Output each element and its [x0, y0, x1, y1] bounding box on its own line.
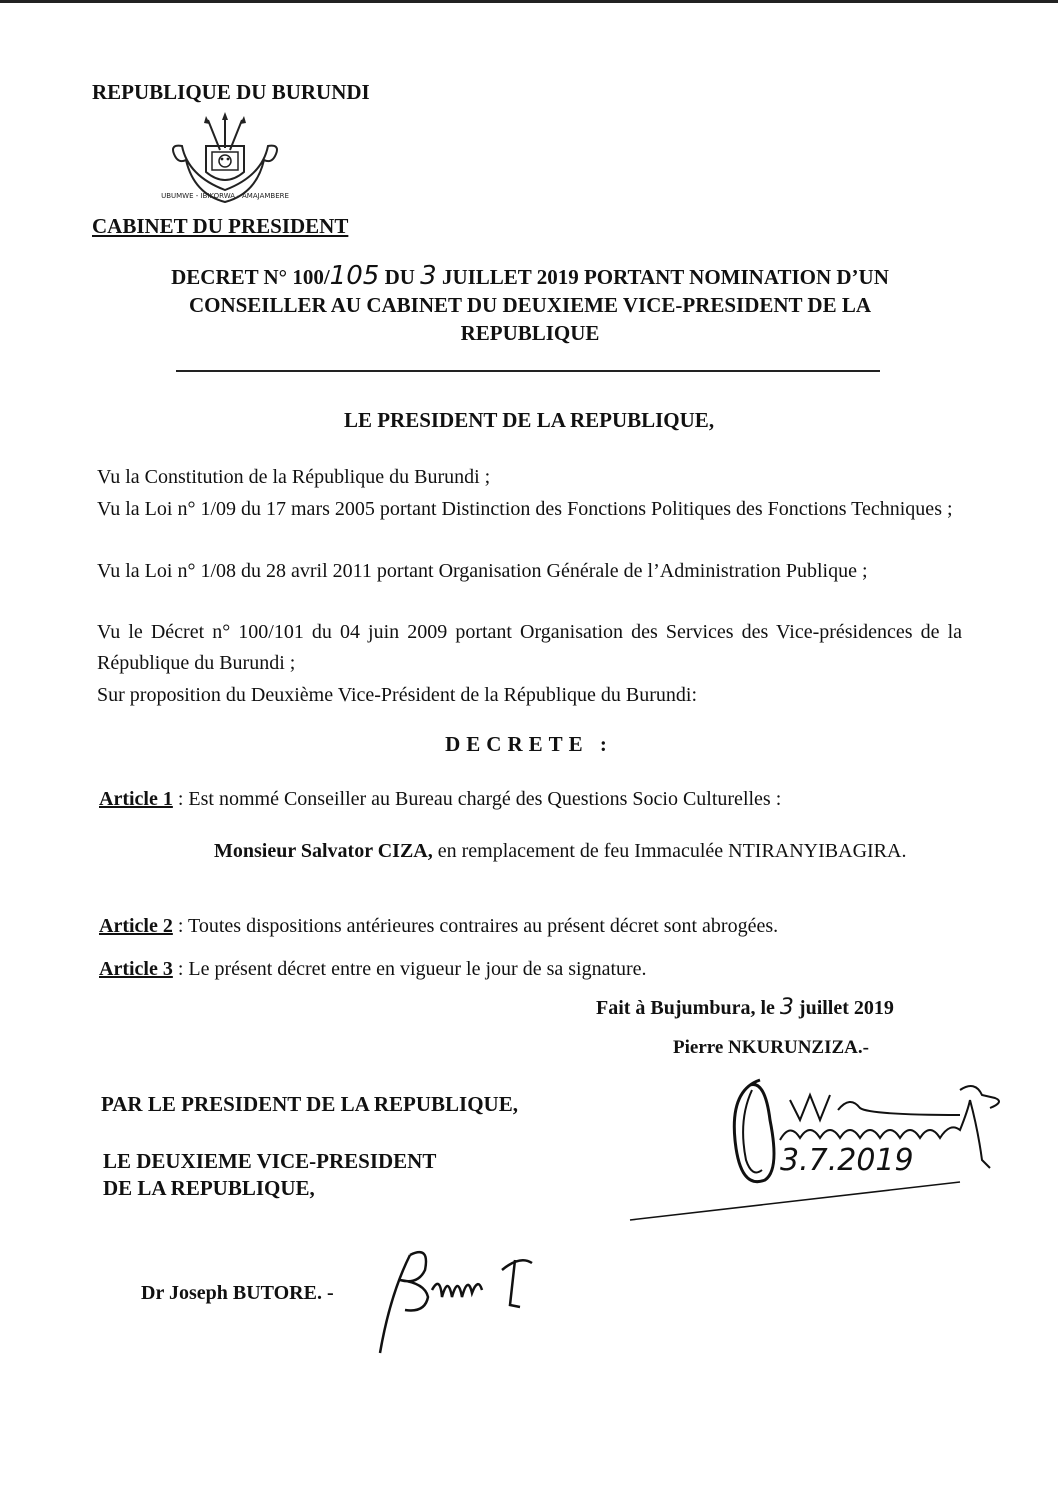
issuer-heading: LE PRESIDENT DE LA REPUBLIQUE,: [343, 408, 715, 432]
article-2-text: : Toutes dispositions antérieures contraires au présent décret sont abrogées.: [172, 915, 779, 937]
coat-of-arms-emblem: [161, 112, 289, 207]
vice-president-title: [103, 1148, 436, 1202]
country-heading: REPUBLIQUE DU BURUNDI: [92, 80, 370, 104]
place-prefix: Fait à Bujumbura, le: [596, 997, 780, 1019]
handwritten-signing-day: 3: [779, 995, 794, 1020]
vp-title-line2: DE LA REPUBLIQUE,: [103, 1176, 315, 1200]
countersign-heading: PAR LE PRESIDENT DE LA REPUBLIQUE,: [101, 1092, 518, 1116]
article-2: [99, 911, 959, 941]
consideration-4: Vu le Décret n° 100/101 du 04 juin 2009 portant Organisation des Services des Vice-présidences de la République du Burundi ;: [97, 621, 962, 674]
title-prefix: DECRET N° 100/: [171, 265, 330, 289]
place-suffix: juillet 2019: [793, 997, 894, 1019]
vice-president-signature: [370, 1235, 550, 1365]
decrete-heading: DECRETE :: [445, 732, 613, 756]
title-line1-rest: JUILLET 2019 PORTANT NOMINATION D’UN: [436, 265, 889, 289]
article-3-label: Article 3: [99, 958, 173, 980]
place-and-date: [596, 995, 894, 1020]
nominee-rest: en remplacement de feu Immaculée NTIRANYIBAGIRA.: [432, 840, 907, 862]
emblem-motto: UBUMWE - IBIKORWA - AMAJAMBERE: [161, 192, 289, 200]
president-name: Pierre NKURUNZIZA.-: [673, 1037, 869, 1058]
president-signature: [720, 1060, 1020, 1225]
signature-date: 3.7.2019: [780, 1143, 914, 1178]
title-separator: [176, 370, 880, 372]
scan-top-edge: [0, 0, 1058, 3]
title-line3: REPUBLIQUE: [460, 321, 600, 345]
handwritten-decree-number: 105: [329, 261, 380, 291]
article-1-text: : Est nommé Conseiller au Bureau chargé des Questions Socio Culturelles :: [172, 788, 782, 810]
nominee-name: Monsieur Salvator CIZA,: [214, 840, 433, 862]
title-du: DU: [379, 265, 421, 289]
consideration-5: Sur proposition du Deuxième Vice-Président de la République du Burundi:: [97, 684, 697, 706]
office-heading: CABINET DU PRESIDENT: [92, 214, 349, 238]
consideration-2: Vu la Loi n° 1/09 du 17 mars 2005 portant Distinction des Fonctions Politiques des Fonctions Techniques ;: [97, 498, 953, 520]
handwritten-decree-day: 3: [420, 261, 437, 291]
consideration-3: Vu la Loi n° 1/08 du 28 avril 2011 portant Organisation Générale de l’Administration Publique ;: [97, 560, 868, 582]
article-1: [99, 784, 959, 814]
article-2-label: Article 2: [99, 915, 173, 937]
consideration-1: Vu la Constitution de la République du Burundi ;: [97, 466, 491, 488]
title-line2: CONSEILLER AU CABINET DU DEUXIEME VICE-PRESIDENT DE LA: [188, 293, 872, 317]
vp-title-line1: LE DEUXIEME VICE-PRESIDENT: [103, 1149, 437, 1173]
decree-title: [100, 262, 960, 347]
article-3-text: : Le présent décret entre en vigueur le jour de sa signature.: [172, 958, 647, 980]
vice-president-name: Dr Joseph BUTORE. -: [141, 1282, 334, 1304]
article-1-label: Article 1: [99, 788, 173, 810]
article-3: [99, 954, 959, 984]
nominee-paragraph: [214, 836, 966, 866]
